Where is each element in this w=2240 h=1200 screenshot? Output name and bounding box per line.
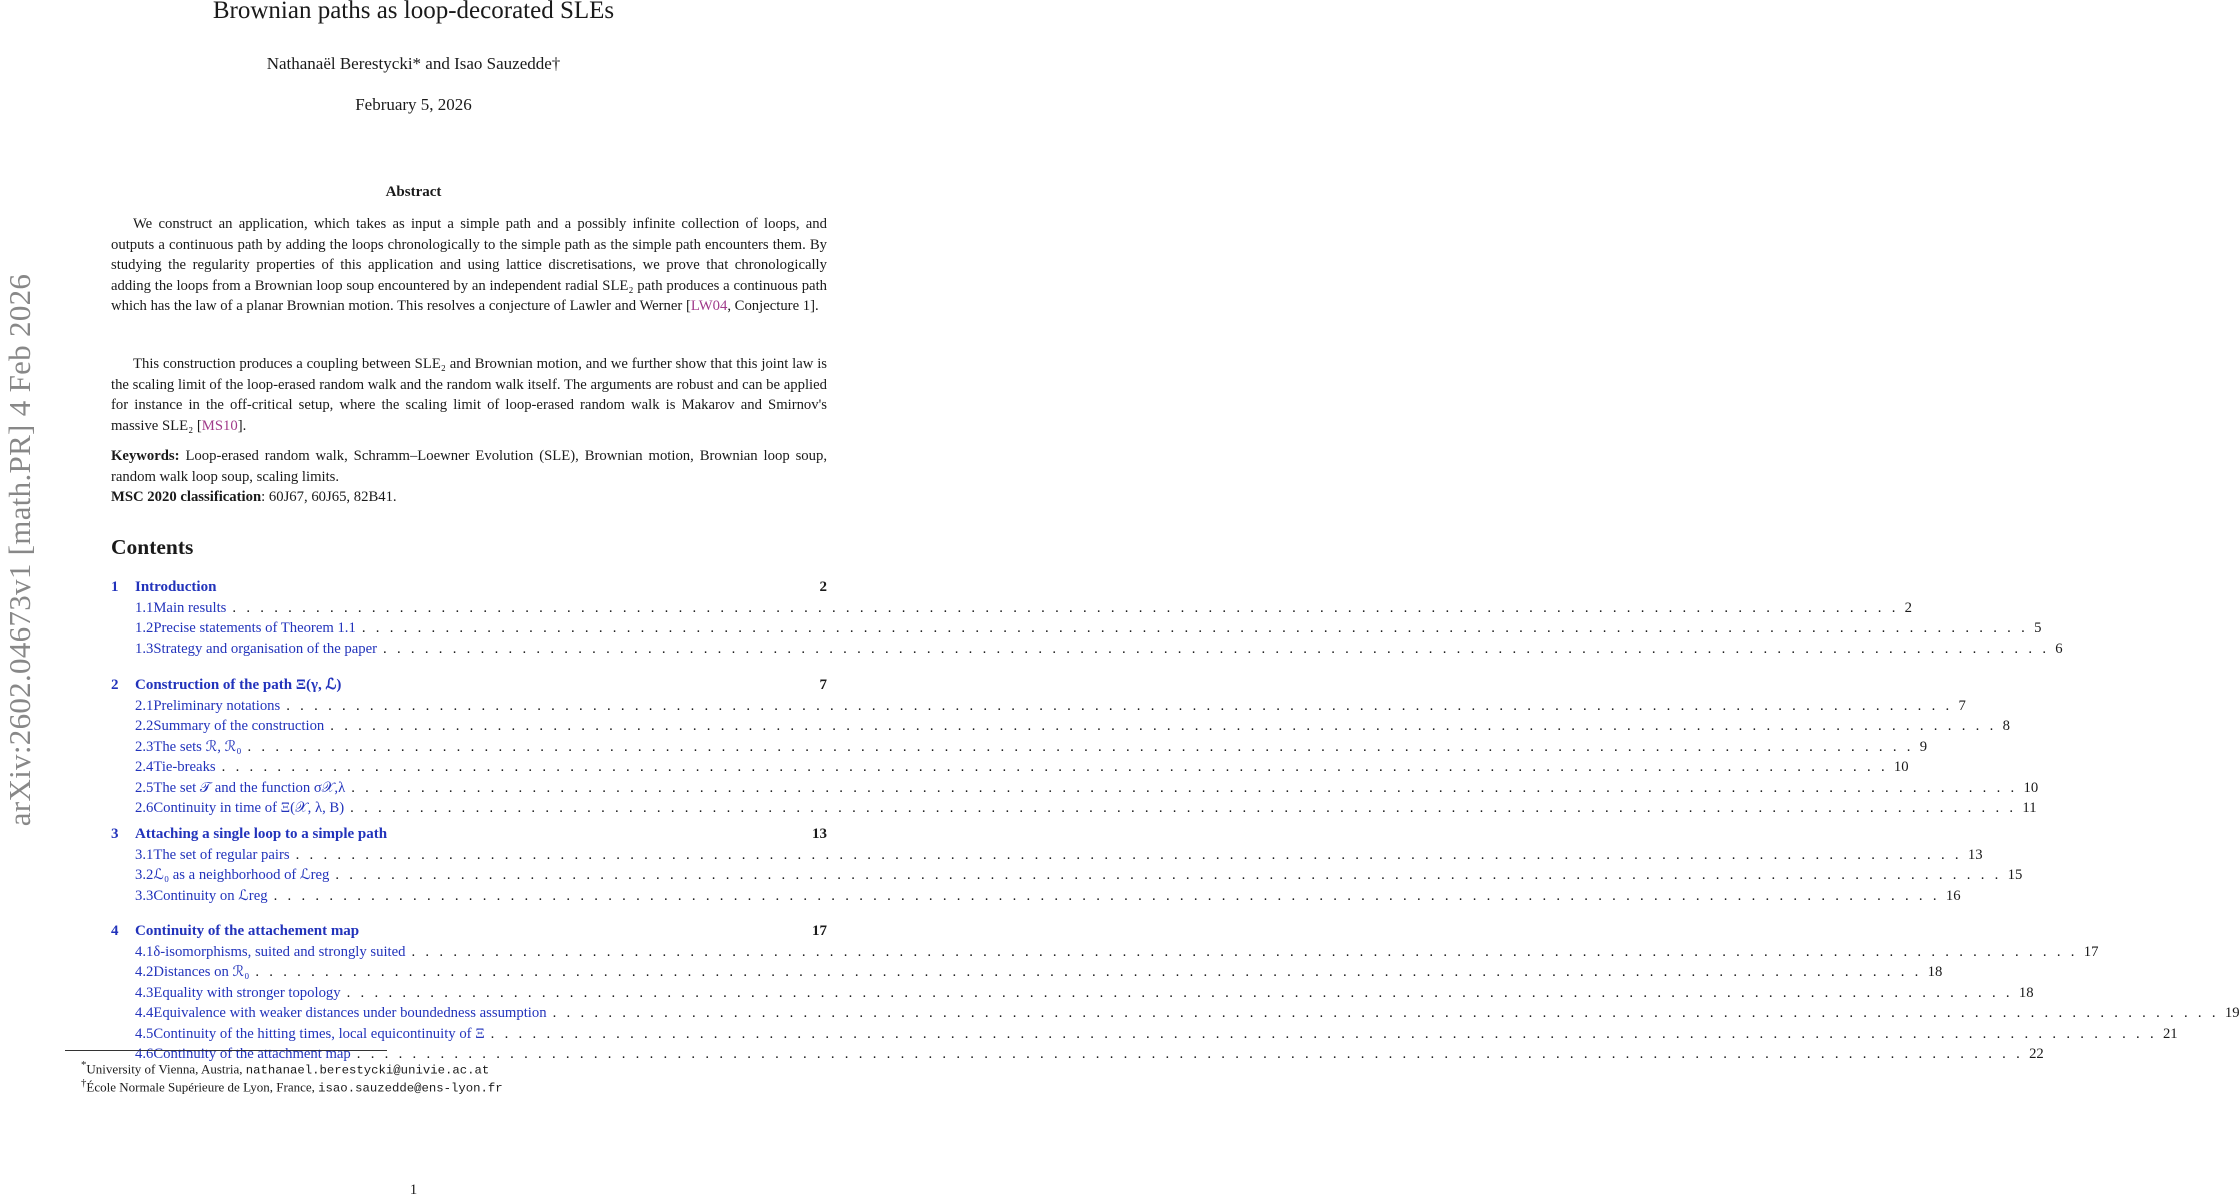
toc-subsection-number: 2.1 xyxy=(135,698,154,714)
toc-dot-leader: . . . . . . . . . . . . . . . . . . . . . . . . . . . . . . . . . . . . . . . . . . . . . . . . . . . . . . . . . . . . . . . . . . . . . . . . . . . . . . . . . . . . . . . . . . . . . . . . . . . . . . . . . . . . . . . . . . . . . . . . xyxy=(361,620,2029,637)
toc-subsection-page: 9 xyxy=(1919,738,1928,755)
toc-subsection-page: 6 xyxy=(2055,640,2063,657)
toc-section-number: 2 xyxy=(111,677,119,693)
toc-dot-leader: . . . . . . . . . . . . . . . . . . . . . . . . . . . . . . . . . . . . . . . . . . . . . . . . . . . . . . . . . . . . . . . . . . . . . . . . . . . . . . . . . . . . . . . . . . . . . . . . . . . . . . . . . . . . . . . . . . . . . . . . xyxy=(350,800,2017,816)
toc-dot-leader: . . . . . . . . . . . . . . . . . . . . . . . . . . . . . . . . . . . . . . . . . . . . . . . . . . . . . . . . . . . . . . . . . . . . . . . . . . . . . . . . . . . . . . . . . . . . . . . . . . . . . . . . . . . . . . . . . . . . . . . . xyxy=(490,1025,2157,1042)
toc-subsection-number: 4.3 xyxy=(135,984,154,1001)
toc-subsection-4-5[interactable] xyxy=(135,1024,2178,1044)
toc-subsection-number: 2.6 xyxy=(135,800,154,816)
toc-dot-leader: . . . . . . . . . . . . . . . . . . . . . . . . . . . . . . . . . . . . . . . . . . . . . . . . . . . . . . . . . . . . . . . . . . . . . . . . . . . . . . . . . . . . . . . . . . . . . . . . . . . . . . . . . . . . . . . . . . . . . . . . xyxy=(356,1046,2024,1062)
keywords-text: Loop-erased random walk, Schramm–Loewner Evolution (SLE), Brownian motion, Brownian loop soup, random walk loop soup, scaling limits. xyxy=(111,448,827,485)
toc-dot-leader: . . . . . . . . . . . . . . . . . . . . . . . . . . . . . . . . . . . . . . . . . . . . . . . . . . . . . . . . . . . . . . . . . . . . . . . . . . . . . . . . . . . . . . . . . . . . . . . . . . . . . . . . . . . . . . . . . . . . . . . . xyxy=(351,779,2018,796)
citation-link-ms10[interactable]: MS10 xyxy=(201,417,238,434)
toc-subsection-page: 22 xyxy=(2029,1046,2044,1062)
citation-link-lw04[interactable]: LW04 xyxy=(690,298,728,315)
toc-subsection-number: 3.1 xyxy=(135,847,154,863)
page-number: 1 xyxy=(409,1182,418,1198)
toc-section-number: 3 xyxy=(111,826,119,842)
toc-section-title[interactable]: Attaching a single loop to a simple path xyxy=(135,826,388,842)
msc-classification xyxy=(111,487,827,508)
toc-subsection-number: 1.2 xyxy=(135,620,154,637)
toc-subsection-4-3[interactable] xyxy=(135,983,2034,1003)
toc-section-page: 13 xyxy=(812,826,827,842)
toc-section-1[interactable] xyxy=(111,577,827,597)
toc-subsection-page: 5 xyxy=(2034,620,2042,637)
toc-dot-leader: . . . . . . . . . . . . . . . . . . . . . . . . . . . . . . . . . . . . . . . . . . . . . . . . . . . . . . . . . . . . . . . . . . . . . . . . . . . . . . . . . . . . . . . . . . . . . . . . . . . . . . . . . . . . . . . . . . . . . . . . xyxy=(221,759,1888,776)
toc-section-title[interactable]: Construction of the path Ξ(γ, ℒ) xyxy=(135,677,342,693)
toc-dot-leader: . . . . . . . . . . . . . . . . . . . . . . . . . . . . . . . . . . . . . . . . . . . . . . . . . . . . . . . . . . . . . . . . . . . . . . . . . . . . . . . . . . . . . . . . . . . . . . . . . . . . . . . . . . . . . . . . . . . . . . . . xyxy=(335,867,2002,884)
toc-subsection-title[interactable]: ℒ₀ as a neighborhood of ℒreg xyxy=(153,867,330,884)
toc-subsection-page: 7 xyxy=(1958,698,1966,714)
toc-dot-leader: . . . . . . . . . . . . . . . . . . . . . . . . . . . . . . . . . . . . . . . . . . . . . . . . . . . . . . . . . . . . . . . . . . . . . . . . . . . . . . . . . . . . . . . . . . . . . . . . . . . . . . . . . . . . . . . . . . . . . . . . xyxy=(273,887,1940,904)
toc-subsection-page: 19 xyxy=(2224,1005,2240,1022)
toc-subsection-1-2[interactable] xyxy=(135,618,2042,638)
toc-subsection-title[interactable]: Continuity of the attachment map xyxy=(153,1046,351,1062)
email-link-sauzedde[interactable]: isao.sauzedde@ens-lyon.fr xyxy=(318,1081,503,1096)
toc-section-4[interactable] xyxy=(111,921,827,941)
toc-subsection-2-3[interactable] xyxy=(135,737,1928,757)
toc-subsection-page: 10 xyxy=(1893,759,1909,776)
toc-section-3[interactable] xyxy=(111,824,827,844)
toc-subsection-page: 13 xyxy=(1967,847,1983,863)
toc-subsection-number: 4.4 xyxy=(135,1005,154,1022)
toc-subsection-title[interactable]: The set of regular pairs xyxy=(153,847,290,863)
toc-subsection-page: 8 xyxy=(2002,718,2010,735)
paper-authors: Nathanaël Berestycki* and Isao Sauzedde† xyxy=(266,54,561,73)
toc-subsection-2-2[interactable] xyxy=(135,716,2010,736)
toc-subsection-1-3[interactable] xyxy=(135,639,2063,659)
toc-subsection-number: 3.3 xyxy=(135,887,154,904)
toc-subsection-title[interactable]: Preliminary notations xyxy=(153,698,281,714)
toc-dot-leader: . . . . . . . . . . . . . . . . . . . . . . . . . . . . . . . . . . . . . . . . . . . . . . . . . . . . . . . . . . . . . . . . . . . . . . . . . . . . . . . . . . . . . . . . . . . . . . . . . . . . . . . . . . . . . . . . . . . . . . . . xyxy=(330,718,1997,735)
toc-subsection-title[interactable]: Continuity on ℒreg xyxy=(153,887,268,904)
footnote-mark-2: † xyxy=(81,1077,87,1089)
toc-subsection-title[interactable]: Summary of the construction xyxy=(153,718,325,735)
toc-subsection-number: 2.2 xyxy=(135,718,154,735)
footnote-affiliation-2 xyxy=(81,1075,503,1096)
keywords-label: Keywords: xyxy=(111,448,180,464)
toc-subsection-number: 3.2 xyxy=(135,867,154,884)
toc-subsection-number: 2.3 xyxy=(135,738,154,755)
footnote-text-2: École Normale Supérieure de Lyon, France, xyxy=(86,1079,319,1095)
toc-subsection-2-5[interactable] xyxy=(135,778,2039,798)
footnote-mark-1: * xyxy=(81,1059,87,1071)
toc-subsection-page: 21 xyxy=(2162,1025,2178,1042)
email-link-berestycki[interactable]: nathanael.berestycki@univie.ac.at xyxy=(245,1063,490,1078)
abstract-paragraph-1 xyxy=(111,214,827,317)
toc-subsection-page: 11 xyxy=(2022,800,2037,816)
toc-subsection-number: 2.5 xyxy=(135,779,154,796)
toc-subsection-page: 10 xyxy=(2023,779,2039,796)
toc-subsection-page: 18 xyxy=(1927,964,1943,981)
toc-subsection-2-1[interactable] xyxy=(135,696,1966,716)
toc-subsection-title[interactable]: The set 𝒯 and the function σ𝒳,λ xyxy=(153,779,346,796)
toc-dot-leader: . . . . . . . . . . . . . . . . . . . . . . . . . . . . . . . . . . . . . . . . . . . . . . . . . . . . . . . . . . . . . . . . . . . . . . . . . . . . . . . . . . . . . . . . . . . . . . . . . . . . . . . . . . . . . . . . . . . . . . . . xyxy=(411,944,2078,960)
toc-subsection-3-2[interactable] xyxy=(135,865,2023,885)
toc-subsection-title[interactable]: Equality with stronger topology xyxy=(153,984,341,1001)
abstract-heading: Abstract xyxy=(385,184,442,200)
toc-section-page: 2 xyxy=(819,579,827,595)
toc-subsection-title[interactable]: Tie-breaks xyxy=(153,759,216,776)
toc-dot-leader: . . . . . . . . . . . . . . . . . . . . . . . . . . . . . . . . . . . . . . . . . . . . . . . . . . . . . . . . . . . . . . . . . . . . . . . . . . . . . . . . . . . . . . . . . . . . . . . . . . . . . . . . . . . . . . . . . . . . . . . . xyxy=(346,984,2013,1001)
toc-subsection-title[interactable]: The sets ℛ, ℛ₀ xyxy=(153,738,242,755)
toc-section-2[interactable] xyxy=(111,675,827,695)
keywords xyxy=(111,446,827,487)
toc-subsection-number: 4.2 xyxy=(135,964,154,981)
arxiv-identifier-stamp xyxy=(0,205,40,895)
footnote-divider xyxy=(65,1050,387,1051)
toc-subsection-title[interactable]: Strategy and organisation of the paper xyxy=(153,640,378,657)
toc-subsection-page: 17 xyxy=(2083,944,2099,960)
toc-subsection-title[interactable]: Continuity of the hitting times, local equicontinuity of Ξ xyxy=(153,1025,485,1042)
toc-subsection-page: 16 xyxy=(1945,887,1961,904)
toc-subsection-title[interactable]: Continuity in time of Ξ(𝒳, λ, B) xyxy=(153,800,345,816)
toc-subsection-3-1[interactable] xyxy=(135,845,1983,865)
msc-text: : 60J67, 60J65, 82B41. xyxy=(261,489,397,505)
toc-subsection-number: 2.4 xyxy=(135,759,154,776)
toc-subsection-title[interactable]: Main results xyxy=(153,600,227,616)
abstract-p2-text: This construction produces a coupling between SLE₂ and Brownian motion, and we further show that this joint law is the scaling limit of the loop-erased random walk and the random walk itself. The arguments are robust and can be applied for instance in the off-critical setup, where the scaling limit of loop-erased random walk is Makarov and Smirnov's massive SLE₂ [ xyxy=(111,356,827,434)
toc-subsection-number: 4.1 xyxy=(135,944,154,960)
toc-subsection-page: 2 xyxy=(1904,600,1913,616)
toc-section-page: 7 xyxy=(819,677,827,693)
abstract-paragraph-2 xyxy=(111,354,827,436)
arxiv-stamp-text: arXiv:2602.04673v1 [math.PR] 4 Feb 2026 xyxy=(2,273,38,827)
toc-subsection-number: 4.5 xyxy=(135,1025,154,1042)
toc-dot-leader: . . . . . . . . . . . . . . . . . . . . . . . . . . . . . . . . . . . . . . . . . . . . . . . . . . . . . . . . . . . . . . . . . . . . . . . . . . . . . . . . . . . . . . . . . . . . . . . . . . . . . . . . . . . . . . . . . . . . . . . . xyxy=(552,1005,2219,1022)
toc-dot-leader: . . . . . . . . . . . . . . . . . . . . . . . . . . . . . . . . . . . . . . . . . . . . . . . . . . . . . . . . . . . . . . . . . . . . . . . . . . . . . . . . . . . . . . . . . . . . . . . . . . . . . . . . . . . . . . . . . . . . . . . . xyxy=(232,600,1899,616)
abstract-p1-text: We construct an application, which takes as input a simple path and a possibly infinite collection of loops, and outputs a continuous path by adding the loops chronologically to the simple path as the simple path encounters them. By studying the regularity properties of this application and using lattice discretisations, we prove that chronologically adding the loops from a Brownian loop soup encountered by an independent radial SLE₂ path produces a continuous path which has the law of a planar Brownian motion. This resolves a conjecture of Lawler and Werner [ xyxy=(111,216,827,315)
abstract-p2-tail: ]. xyxy=(237,417,247,434)
toc-subsection-title[interactable]: Precise statements of Theorem 1.1 xyxy=(153,620,356,637)
toc-subsection-2-4[interactable] xyxy=(135,757,1909,777)
toc-subsection-page: 15 xyxy=(2007,867,2023,884)
toc-subsection-title[interactable]: Distances on ℛ₀ xyxy=(153,964,250,981)
toc-subsection-number: 1.3 xyxy=(135,640,154,657)
toc-dot-leader: . . . . . . . . . . . . . . . . . . . . . . . . . . . . . . . . . . . . . . . . . . . . . . . . . . . . . . . . . . . . . . . . . . . . . . . . . . . . . . . . . . . . . . . . . . . . . . . . . . . . . . . . . . . . . . . . . . . . . . . . xyxy=(247,738,1914,755)
toc-section-number: 1 xyxy=(111,579,119,595)
toc-subsection-title[interactable]: δ-isomorphisms, suited and strongly suited xyxy=(153,944,406,960)
contents-heading: Contents xyxy=(111,535,194,559)
toc-subsection-page: 18 xyxy=(2018,984,2034,1001)
toc-subsection-4-1[interactable] xyxy=(135,942,2099,962)
toc-subsection-number: 4.6 xyxy=(135,1046,154,1062)
toc-dot-leader: . . . . . . . . . . . . . . . . . . . . . . . . . . . . . . . . . . . . . . . . . . . . . . . . . . . . . . . . . . . . . . . . . . . . . . . . . . . . . . . . . . . . . . . . . . . . . . . . . . . . . . . . . . . . . . . . . . . . . . . . xyxy=(255,964,1922,981)
toc-subsection-2-6[interactable] xyxy=(135,798,2037,818)
toc-dot-leader: . . . . . . . . . . . . . . . . . . . . . . . . . . . . . . . . . . . . . . . . . . . . . . . . . . . . . . . . . . . . . . . . . . . . . . . . . . . . . . . . . . . . . . . . . . . . . . . . . . . . . . . . . . . . . . . . . . . . . . . . xyxy=(286,698,1953,714)
toc-section-title[interactable]: Introduction xyxy=(135,579,217,595)
paper-title: Brownian paths as loop-decorated SLEs xyxy=(212,0,615,24)
abstract-p1-tail: , Conjecture 1]. xyxy=(727,298,819,315)
toc-section-title[interactable]: Continuity of the attachement map xyxy=(135,923,360,939)
toc-subsection-3-3[interactable] xyxy=(135,886,1961,906)
toc-section-number: 4 xyxy=(111,923,119,939)
toc-section-page: 17 xyxy=(812,923,827,939)
footnote-text-1: University of Vienna, Austria, xyxy=(86,1061,246,1077)
toc-dot-leader: . . . . . . . . . . . . . . . . . . . . . . . . . . . . . . . . . . . . . . . . . . . . . . . . . . . . . . . . . . . . . . . . . . . . . . . . . . . . . . . . . . . . . . . . . . . . . . . . . . . . . . . . . . . . . . . . . . . . . . . . xyxy=(295,847,1962,863)
toc-subsection-1-1[interactable] xyxy=(135,598,1913,618)
toc-subsection-title[interactable]: Equivalence with weaker distances under boundedness assumption xyxy=(153,1005,547,1022)
toc-subsection-4-4[interactable] xyxy=(135,1003,2240,1023)
msc-label: MSC 2020 classification xyxy=(111,489,262,505)
toc-dot-leader: . . . . . . . . . . . . . . . . . . . . . . . . . . . . . . . . . . . . . . . . . . . . . . . . . . . . . . . . . . . . . . . . . . . . . . . . . . . . . . . . . . . . . . . . . . . . . . . . . . . . . . . . . . . . . . . . . . . . . . . . xyxy=(383,640,2050,657)
paper-date: February 5, 2026 xyxy=(355,95,472,114)
toc-subsection-4-2[interactable] xyxy=(135,962,1943,982)
toc-subsection-number: 1.1 xyxy=(135,600,154,616)
